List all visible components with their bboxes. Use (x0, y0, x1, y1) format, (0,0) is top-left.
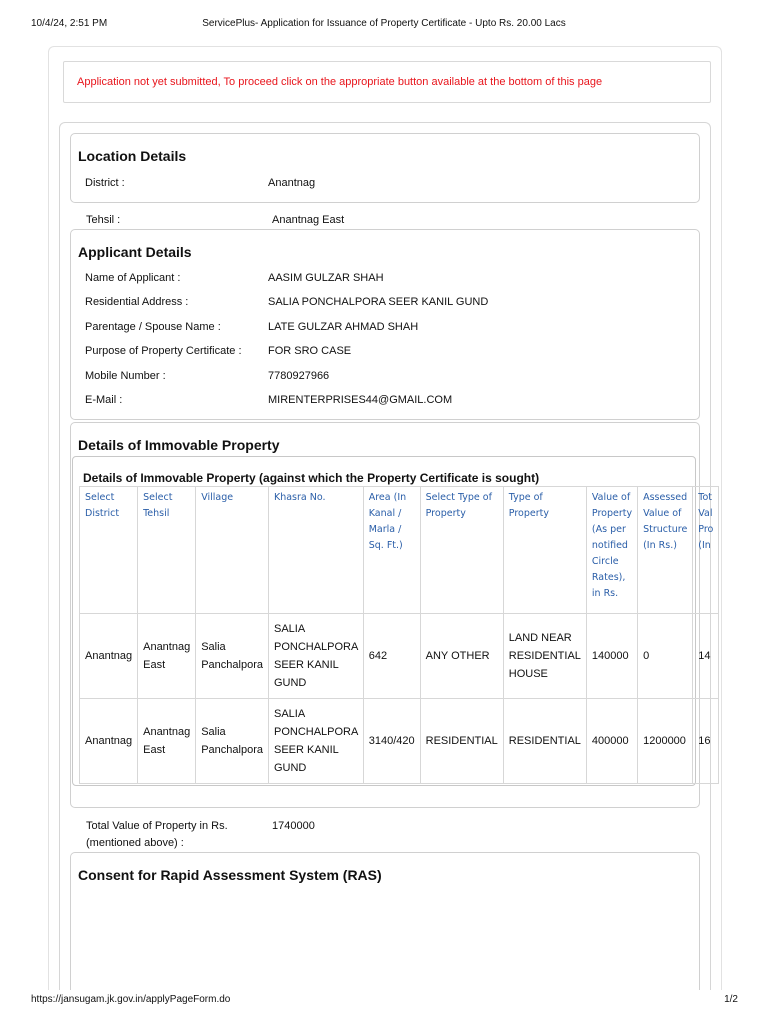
applicant-name-label: Name of Applicant : (85, 272, 181, 284)
column-header: Area (In Kanal / Marla / Sq. Ft.) (363, 487, 420, 614)
total-value-label-text: Total Value of Property in Rs. (mentioned above) : (86, 820, 228, 849)
table-cell: Anantnag East (138, 614, 196, 699)
column-header: Select Type of Property (420, 487, 503, 614)
table-cell: 140000 (586, 614, 637, 699)
mobile-value: 7780927966 (268, 370, 330, 382)
total-value-amount: 1740000 (272, 820, 315, 832)
table-cell: SALIA PONCHALPORA SEER KANIL GUND (268, 699, 363, 784)
column-header: Khasra No. (268, 487, 363, 614)
parentage-value: LATE GULZAR AHMAD SHAH (268, 321, 419, 333)
column-header: Assessed Value of Structure (In Rs.) (638, 487, 693, 614)
print-page-number: 1/2 (724, 994, 738, 1005)
table-cell: Anantnag (80, 699, 138, 784)
table-cell: 400000 (586, 699, 637, 784)
table-cell: Anantnag (80, 614, 138, 699)
table-cell: 1200000 (638, 699, 693, 784)
column-header: Select Tehsil (138, 487, 196, 614)
property-table-header-row (80, 487, 719, 614)
table-cell: 16 (693, 699, 719, 784)
ras-consent-title: Consent for Rapid Assessment System (RAS) (78, 867, 382, 883)
table-cell: 642 (363, 614, 420, 699)
column-header: Village (196, 487, 269, 614)
column-header: Tot Val Pro (In (693, 487, 719, 614)
tehsil-label: Tehsil : (86, 214, 121, 226)
property-table-panel (72, 456, 714, 786)
table-cell: ANY OTHER (420, 614, 503, 699)
table-cell: 3140/420 (363, 699, 420, 784)
table-cell: Salia Panchalpora (196, 699, 269, 784)
table-cell: LAND NEAR RESIDENTIAL HOUSE (503, 614, 586, 699)
email-value: MIRENTERPRISES44@GMAIL.COM (268, 394, 453, 406)
table-cell: SALIA PONCHALPORA SEER KANIL GUND (268, 614, 363, 699)
total-value-label (86, 818, 256, 852)
applicant-name-value: AASIM GULZAR SHAH (268, 272, 384, 284)
applicant-details-title: Applicant Details (78, 244, 192, 260)
district-value: Anantnag (268, 177, 316, 189)
table-cell: Anantnag East (138, 699, 196, 784)
print-page-title: ServicePlus- Application for Issuance of Property Certificate - Upto Rs. 20.00 Lacs (202, 18, 566, 29)
location-details-panel (70, 133, 700, 203)
column-header: Value of Property (As per notified Circle Rates), in Rs. (586, 487, 637, 614)
tehsil-value: Anantnag East (272, 214, 345, 226)
table-cell: RESIDENTIAL (503, 699, 586, 784)
mobile-label: Mobile Number : (85, 370, 166, 382)
alert-message: Application not yet submitted, To proceed click on the appropriate button available at the bottom of this page (77, 76, 603, 88)
table-cell: Salia Panchalpora (196, 614, 269, 699)
column-header: Select District (80, 487, 138, 614)
property-details-title: Details of Immovable Property (78, 437, 280, 453)
email-label: E-Mail : (85, 394, 123, 406)
table-row (80, 699, 719, 784)
location-details-title: Location Details (78, 148, 187, 164)
table-cell: RESIDENTIAL (420, 699, 503, 784)
purpose-label: Purpose of Property Certificate : (85, 345, 242, 357)
table-cell: 0 (638, 614, 693, 699)
table-row (80, 614, 719, 699)
column-header: Type of Property (503, 487, 586, 614)
print-url: https://jansugam.jk.gov.in/applyPageForm.do (31, 994, 231, 1005)
purpose-value: FOR SRO CASE (268, 345, 352, 357)
property-table-caption: Details of Immovable Property (against which the Property Certificate is sought) (83, 471, 540, 485)
table-cell: 14 (693, 614, 719, 699)
residential-address-label: Residential Address : (85, 296, 189, 308)
parentage-label: Parentage / Spouse Name : (85, 321, 221, 333)
submission-alert (63, 61, 711, 103)
property-table (79, 486, 719, 784)
residential-address-value: SALIA PONCHALPORA SEER KANIL GUND (268, 296, 489, 308)
print-datetime: 10/4/24, 2:51 PM (31, 18, 108, 29)
district-label: District : (85, 177, 125, 189)
